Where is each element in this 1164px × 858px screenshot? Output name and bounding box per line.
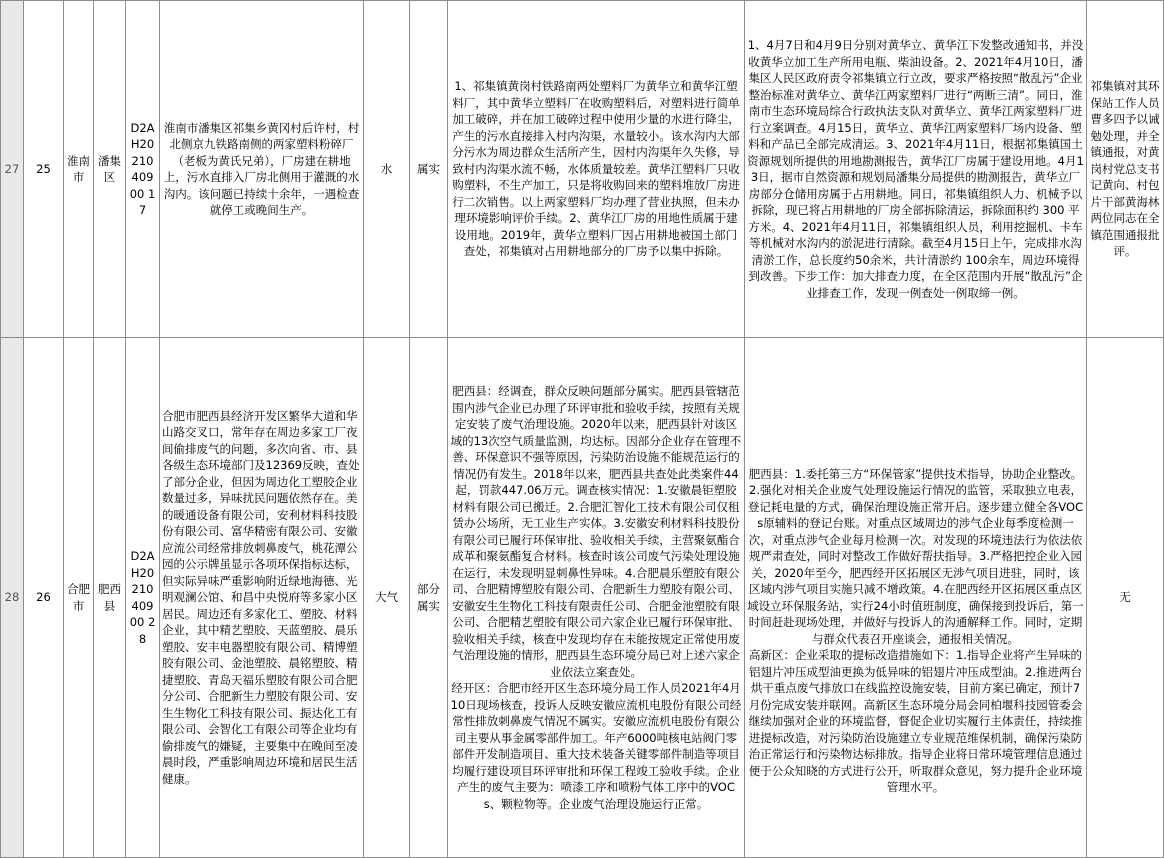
investigation-text-feixi: 肥西县：经调查，群众反映问题部分属实。肥西县管辖范围内涉气企业已办理了环评审批和验收手续，按照有关规定安装了废气治理设施。2020年以来，肥西县针对该区域的13次空气质量监测，均达标。因部分企业存在管理不善、环保意识不强等原因，污染防治设施不能规范运行的情况仍有发生。2018年以来，肥西县共查处此类案件44起，罚款447.06万元。调查核实情况：1.安徽晨钜塑胶材料有限公司已搬迁。2.合肥汇智化工技术有限公司仅租赁办公场所，无工业生产实体。3.安徽安利材料科技股份有限公司已履行环保审批、验收相关手续，主营聚氨酯合成革和聚氨酯复合材料。核查时该公司废气污染处理设施在运行，未发现明显刺鼻性异味。4.合肥晨乐塑胶有限公司、合肥精博塑胶有限公司、合肥新生力塑胶有限公司、安徽安生生物化工科技有限责任公司、合肥金池塑胶有限公司、合肥精艺塑胶有限公司六家企业已履行环保审批、验收相关手续，核查中发现均存在未能按规定正常使用废气治理设施的情形，肥西县生态环境分局已对上述六家企业依法立案查处。	[450, 384, 742, 679]
pollution-type-cell[interactable]: 水	[364, 1, 410, 338]
case-id-cell[interactable]: D2AH2021040900 17	[126, 1, 160, 338]
seq-cell[interactable]: 25	[24, 1, 64, 338]
rectification-text-feixi: 肥西县：1.委托第三方“环保管家”提供技术指导，协助企业整改。2.强化对相关企业废气处理设施运行情况的监管，采取独立电表，登记耗电量的方式，确保治理设施正常开启。逐步建立健全各VOCs原辅料的登记台账。对重点区域周边的涉气企业每季度检测一次，对重点涉气企业每月检测一次。对发现的环境违法行为依法依规严肃查处，同时对整改工作做好帮扶指导。3.严格把控企业入园关，2020年至今，肥西经开区拓展区无涉气项目进驻，同时，该区域内涉气项目实施只减不增政策。4.在肥西经开区拓展区重点区域设立环保服务站，实行24小时值班制度，确保接到投诉后，第一时间赶赴现场处理，并做好与投诉人的沟通解释工作。同时，定期与群众代表召开座谈会，通报相关情况。	[747, 466, 1084, 646]
county-cell[interactable]: 肥西县	[94, 338, 126, 858]
investigation-cell[interactable]: 1、祁集镇黄岗村铁路南两处塑料厂为黄华立和黄华江塑料厂，其中黄华立塑料厂在收购塑料后，对塑料进行简单加工破碎，并在加工破碎过程中使用少量的水进行降尘，产生的污水直接排入村内沟渠，水量较小。该水沟内大部分污水为周边群众生活所产生，因村内沟渠年久失修，导致村内沟渠水流不畅，水体质量较差。黄华江塑料厂只收购塑料，不生产加工，只是将收购回来的塑料堆放厂房进行二次销售。以上两家塑料厂均办理了营业执照，但未办理环境影响评价手续。2、黄华江厂房的用地性质属于建设用地。2019年，黄华立塑料厂因占用耕地被国土部门查处，祁集镇对占用耕地部分的厂房予以集中拆除。	[448, 1, 745, 338]
row-header[interactable]: 27	[1, 1, 24, 338]
accountability-cell[interactable]: 祁集镇对其环保站工作人员曹多四予以诫勉处理，并全镇通报，对黄岗村党总支书记黄向、村包片干部黄海林两位同志在全镇范围通报批评。	[1087, 1, 1164, 338]
verdict-cell[interactable]: 部分属实	[410, 338, 448, 858]
complaint-text: 合肥市肥西县经济开发区繁华大道和华山路交叉口，常年存在周边多家工厂夜间偷排废气的问题，多次向省、市、县各级生态环境部门及12369反映，查处了部分企业，但因为周边化工塑胶企业数量过多，异味扰民问题依然存在。美的暖通设备有限公司，安利材料科技股份有限公司、富华精密有限公司、安徽应流公司经常排放刺鼻废气，桃花潭公园的公示牌虽显示各项环保指标达标，但实际异味严重影响附近绿地海德、光明观澜公馆、和昌中央悦府等多家小区居民。周边还有多家化工、塑胶、材料企业，其中精艺塑胶、天蓝塑胶、晨乐塑胶、安丰电器塑胶有限公司、精博塑胶有限公司、金池塑胶、晨铭塑胶、精捷塑胶、青岛天福乐塑胶有限公司合肥分公司、合肥新生力塑胶有限公司、安生生物化工科技有限公司、振达化工有限公司、会智化工有限公司等企业均有偷排废气的嫌疑，主要集中在晚间至凌晨时段，严重影响周边环境和居民生活健康。	[162, 408, 360, 786]
rectification-cell[interactable]: 1、4月7日和4月9日分别对黄华立、黄华江下发整改通知书，并没收黄华立加工生产所用电瓶、柴油设备。2、2021年4月10日，潘集区人民区政府责令祁集镇立行立改，要求严格按照“散乱污”企业整治标准对黄华立、黄华江两家塑料厂进行“两断三清”。同日，淮南市生态环境局综合行政执法支队对黄华立、黄华江两家塑料厂进行立案调查。4月15日，黄华立、黄华江两家塑料厂场内设备、塑料和产品已全部完成清运。3、2021年4月11日，根据祁集镇国土资源规划所提供的用地勘测报告，黄华江厂房属于建设用地。4月13日，据市自然资源和规划局潘集分局提供的勘测报告，黄华立厂房部分仓储用房属于占用耕地。同日，祁集镇组织人力、机械予以拆除，现已将占用耕地的厂房全部拆除清运，拆除面积约 300 平方米。4、2021年4月11日，祁集镇组织人员，利用挖掘机、卡车等机械对水沟内的淤泥进行清除。截至4月15日上午，完成排水沟清淤工作，总长度约50余米，共计清淤约 100余车，周边环境得到改善。下步工作：加大排查力度，在全区范围内开展“散乱污”企业排查工作，发现一例查处一例取缔一例。	[745, 1, 1087, 338]
rectification-text-gaoxin: 高新区：企业采取的提标改造措施如下：1.指导企业将产生异味的铝翅片冲压成型油更换为低异味的铝翅片冲压成型油。2.推进两台烘干重点废气排放口在线监控设施安装，目前方案已确定，预计7月份完成安装并联网。高新区生态环境分局会同柏堰科技园管委会继续加强对企业的环境监督，督促企业切实履行主体责任，持续推进提标改造，对污染防治设施建立专业规范维保机制，确保污染防治正常运行和污染物达标排放。指导企业将日常环境管理信息通过便于公众知晓的方式进行公开，听取群众意见，努力提升企业环境管理水平。	[748, 648, 1083, 794]
complaint-cell[interactable]	[160, 338, 364, 858]
rectification-spacer	[747, 400, 1084, 466]
investigation-cell[interactable]	[448, 338, 745, 858]
table-row	[1, 338, 1164, 858]
row-header[interactable]: 28	[1, 338, 24, 858]
county-cell[interactable]: 潘集区	[94, 1, 126, 338]
city-cell[interactable]: 合肥市	[64, 338, 94, 858]
investigation-text-jingkai: 经开区：合肥市经开区生态环境分局工作人员2021年4月10日现场核查，投诉人反映安徽应流机电股份有限公司经常性排放刺鼻废气情况不属实。安徽应流机电股份有限公司主要从事金属零部件加工。年产6000吨核电站阀门零部件开发制造项目、重大技术装备关键零部件制造等项目均履行建设项目环评审批和环保工程竣工验收手续。企业产生的废气主要为：喷漆工序和喷粉气体工序中的VOCs、颗粒物等。企业废气治理设施运行正常。	[450, 681, 742, 811]
table-row	[1, 1, 1164, 338]
city-cell[interactable]: 淮南市	[64, 1, 94, 338]
complaint-cell[interactable]: 淮南市潘集区祁集乡黄冈村后许村，村北侧京九铁路南侧的两家塑料粉碎厂（老板为黄氏兄弟），厂房建在耕地上，污水直排入厂房北侧用于灌溉的水沟内。该问题已持续十余年，一遇检查就停工或晚间生产。	[160, 1, 364, 338]
accountability-cell[interactable]: 无	[1087, 338, 1164, 858]
case-id-cell[interactable]: D2AH2021040900 28	[126, 338, 160, 858]
rectification-cell[interactable]	[745, 338, 1087, 858]
pollution-type-cell[interactable]: 大气	[364, 338, 410, 858]
verdict-cell[interactable]: 属实	[410, 1, 448, 338]
seq-cell[interactable]: 26	[24, 338, 64, 858]
